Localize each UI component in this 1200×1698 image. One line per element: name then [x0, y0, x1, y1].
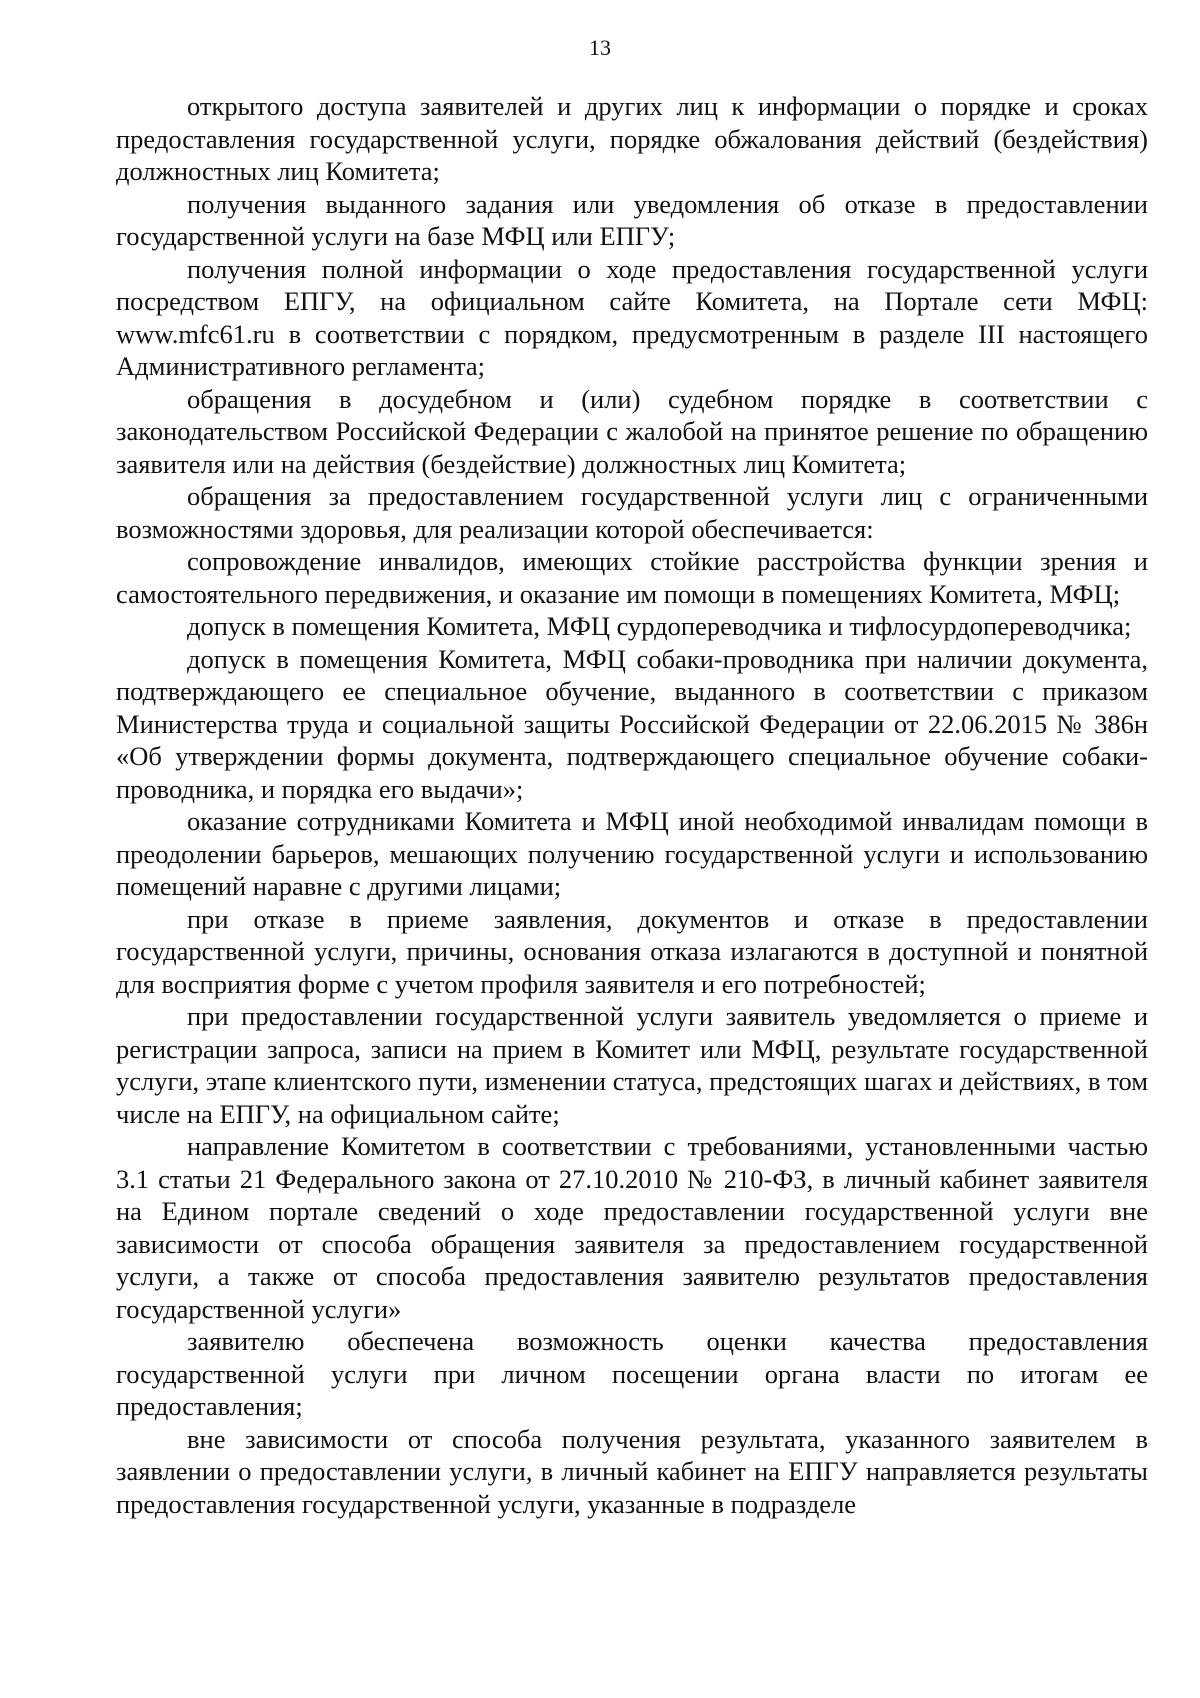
- paragraph: допуск в помещения Комитета, МФЦ сурдопереводчика и тифлосурдопереводчика;: [187, 611, 1132, 641]
- paragraph: вне зависимости от способа получения результата, указанного заявителем в заявлении о предоставлении услуги, в личный кабинет на ЕПГУ направляется результаты предоставления государственной услуги, указанные в подразделе: [116, 1423, 1148, 1519]
- paragraph: обращения в досудебном и (или) судебном порядке в соответствии с законодательством Российской Федерации с жалобой на принятое решение по обращению заявителя или на действия (бездействие) должностных лиц Комитета;: [116, 383, 1148, 479]
- paragraph: при отказе в приеме заявления, документов и отказе в предоставлении государственной услуги, причины, основания отказа излагаются в доступной и понятной для восприятия форме с учетом профиля заявителя и его потребностей;: [116, 903, 1148, 999]
- paragraph: при предоставлении государственной услуги заявитель уведомляется о приеме и регистрации запроса, записи на прием в Комитет или МФЦ, результате государственной услуги, этапе клиентского пути, изменении статуса, предстоящих шагах и действиях, в том числе на ЕПГУ, на официальном сайте;: [116, 1001, 1148, 1129]
- paragraph: допуск в помещения Комитета, МФЦ собаки-проводника при наличии документа, подтверждающего ее специальное обучение, выданного в соответствии с приказом Министерства труда и социальной защиты Российской Федерации от 22.06.2015 № 386н «Об утверждении формы документа, подтверждающего специальное обучение собаки-проводника, и порядка его выдачи»;: [116, 643, 1148, 804]
- paragraph: направление Комитетом в соответствии с требованиями, установленными частью 3.1 статьи 21 Федерального закона от 27.10.2010 № 210-ФЗ, в личный кабинет заявителя на Едином портале сведений о ходе предоставлении государственной услуги вне зависимости от способа обращения заявителя за предоставлением государственной услуги, а также от способа предоставления заявителю результатов предоставления государственной услуги»: [116, 1131, 1148, 1324]
- paragraph: сопровождение инвалидов, имеющих стойкие расстройства функции зрения и самостоятельного передвижения, и оказание им помощи в помещениях Комитета, МФЦ;: [116, 546, 1148, 609]
- paragraph: получения выданного задания или уведомления об отказе в предоставлении государственной услуги на базе МФЦ или ЕПГУ;: [116, 188, 1148, 251]
- document-body: [116, 90, 1148, 1520]
- paragraph: получения полной информации о ходе предоставления государственной услуги посредством ЕПГУ, на официальном сайте Комитета, на Портале сети МФЦ: www.mfc61.ru в соответствии с порядком, предусмотренным в разделе III настоящего Административного регламента;: [116, 253, 1148, 381]
- paragraph: заявителю обеспечена возможность оценки качества предоставления государственной услуги при личном посещении органа власти по итогам ее предоставления;: [116, 1326, 1148, 1421]
- paragraph: открытого доступа заявителей и других лиц к информации о порядке и сроках предоставления государственной услуги, порядке обжалования действий (бездействия) должностных лиц Комитета;: [116, 91, 1148, 186]
- paragraph: оказание сотрудниками Комитета и МФЦ иной необходимой инвалидам помощи в преодолении барьеров, мешающих получению государственной услуги и использованию помещений наравне с другими лицами;: [116, 806, 1148, 901]
- paragraph: обращения за предоставлением государственной услуги лиц с ограниченными возможностями здоровья, для реализации которой обеспечивается:: [116, 481, 1148, 544]
- page-number: 13: [589, 35, 611, 60]
